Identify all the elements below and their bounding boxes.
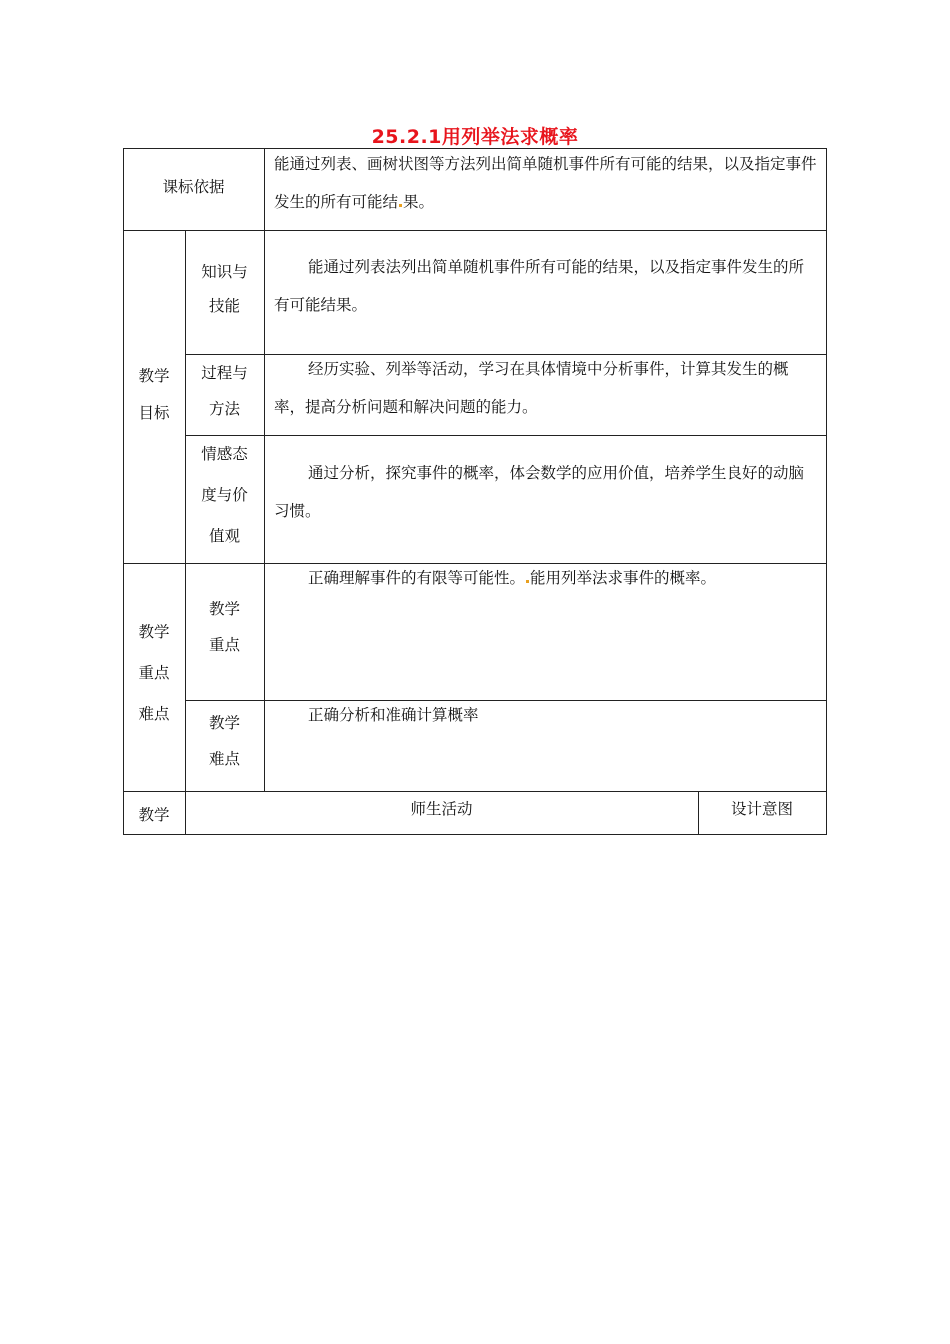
difficult-point-label-1: 教学 [208, 714, 240, 732]
key-point-text-b: 能用列举法求事件的概率。 [530, 569, 717, 587]
key-point-label-2: 重点 [208, 636, 240, 654]
difficult-point-label-2: 难点 [208, 750, 240, 768]
attitude-values-text: 通过分析，探究事件的概率，体会数学的应用价值，培养学生良好的动脑习惯。 [274, 464, 805, 520]
knowledge-skills-label-2: 技能 [208, 297, 240, 315]
curriculum-basis-text-a: 能通过列表、画树状图等方法列出简单随机事件所有可能的结果，以及指定事件发生的所有可能结 [274, 155, 817, 211]
key-point-text [308, 568, 818, 588]
difficult-point-text: 正确分析和准确计算概率 [308, 706, 479, 724]
curriculum-basis-text-b: 果。 [403, 193, 435, 211]
page-title: 25.2.1用列举法求概率 [371, 126, 579, 148]
key-difficult-label-2: 重点 [138, 664, 170, 682]
knowledge-skills-text: 能通过列表法列出简单随机事件所有可能的结果，以及指定事件发生的所有可能结果。 [274, 258, 805, 314]
key-point-label-1: 教学 [208, 600, 240, 618]
design-intent-header: 设计意图 [730, 800, 793, 818]
process-methods-label-1: 过程与 [201, 364, 248, 382]
process-methods-label-2: 方法 [208, 400, 240, 418]
bottom-teaching-label: 教学 [138, 806, 170, 824]
teaching-goals-label-2: 目标 [138, 404, 170, 422]
teacher-student-activity-header: 师生活动 [410, 800, 473, 818]
key-difficult-label-3: 难点 [138, 705, 170, 723]
knowledge-skills-label-1: 知识与 [201, 263, 248, 281]
teaching-goals-label-1: 教学 [138, 367, 170, 385]
attitude-values-label-1: 情感态 [201, 445, 248, 463]
edit-mark-icon [399, 204, 402, 207]
curriculum-basis-label: 课标依据 [162, 178, 225, 196]
key-difficult-label-1: 教学 [138, 623, 170, 641]
attitude-values-label-2: 度与价 [201, 486, 248, 504]
curriculum-basis-text [274, 145, 819, 221]
edit-mark-icon [526, 580, 529, 583]
process-methods-text: 经历实验、列举等活动，学习在具体情境中分析事件，计算其发生的概率，提高分析问题和解决问题的能力。 [274, 360, 789, 416]
attitude-values-label-3: 值观 [208, 527, 240, 545]
key-point-text-a: 正确理解事件的有限等可能性。 [308, 569, 526, 587]
